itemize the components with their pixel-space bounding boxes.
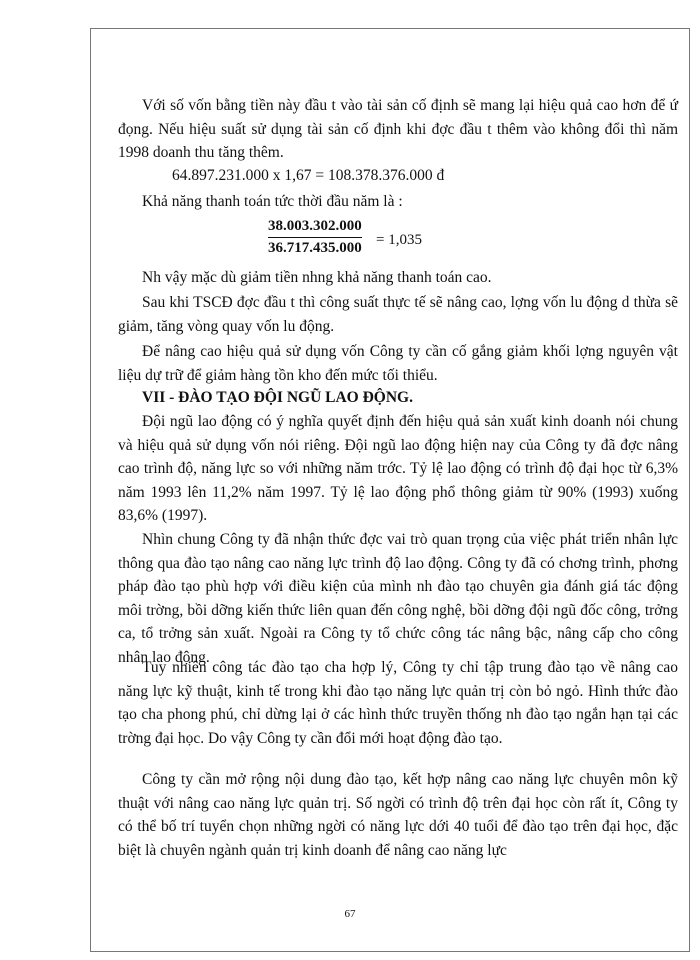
paragraph-training-limits: Tuy nhiên công tác đào tạo cha hợp lý, Công ty chỉ tập trung đào tạo về nâng cao năng lực kỹ thuật, kinh tế trong khi đào tạo năng lực quản trị còn bỏ ngỏ. Hình thức đào tạo cha phong phú, chỉ dừng lại ở các hình thức truyền thống nh đào tạo ngắn hạn tại các trờng đại học. Do vậy Công ty cần đổi mới hoạt động đào tạo. [118,659,678,747]
fraction [268,218,362,257]
fraction-denominator: 36.717.435.000 [268,240,362,256]
paragraph-expand-training: Công ty cần mở rộng nội dung đào tạo, kết hợp nâng cao năng lực chuyên môn kỹ thuật với nâng cao năng lực quản trị. Số ngời có trình độ trên đại học còn rất ít, Công ty có thể bố trí tuyển chọn những ngời có năng lực dới 40 tuổi để đào tạo trên đại học, đặc biệt là chuyên ngành quản trị kinh doanh để nâng cao năng lực [118,771,678,859]
fraction-numerator: 38.003.302.000 [268,218,362,238]
paragraph-fixed-assets: Sau khi TSCĐ đợc đầu t thì công suất thực tế sẽ nâng cao, lợng vốn lu động d thừa sẽ giảm, tăng vòng quay vốn lu động. [118,294,678,335]
paragraph-liquidity: Khả năng thanh toán tức thời đầu năm là : [142,193,403,210]
calculation-line: 64.897.231.000 x 1,67 = 108.378.376.000 đ [172,167,445,184]
fraction-result: = 1,035 [376,232,422,248]
paragraph-inventory: Để nâng cao hiệu quả sử dụng vốn Công ty cần cố gắng giảm khối lợng nguyên vật liệu dự trữ để giảm hàng tồn kho đến mức tối thiểu. [118,343,678,384]
paragraph-training-awareness: Nhìn chung Công ty đã nhận thức đợc vai trò quan trọng của việc phát triển nhân lực thông qua đào tạo nâng cao năng lực trình độ lao động. Công ty đã có chơng trình, phơng pháp đào tạo phù hợp với điều kiện của mình nh đào tạo chuyên gia đánh giá tác động môi trờng, bồi dỡng kiến thức liên quan đến công nghệ, bồi dỡng đội ngũ đốc công, trởng ca, tổ trởng sản xuất. Ngoài ra Công ty tổ chức công tác nâng bậc, nâng cấp cho công nhân lao động. [118,531,678,666]
page-number: 67 [344,908,356,920]
paragraph-conclusion: Nh vậy mặc dù giảm tiền nhng khả năng thanh toán cao. [142,269,492,286]
section-heading: VII - ĐÀO TẠO ĐỘI NGŨ LAO ĐỘNG. [142,389,413,406]
paragraph-text: Với số vốn bằng tiền này đầu t vào tài sản cố định sẽ mang lại hiệu quả cao hơn để ứ đọng. Nếu hiệu suất sử dụng tài sản cố định khi đợc đầu t thêm vào không đổi thì năm 1998 doanh thu tăng thêm. [118,97,678,161]
paragraph-investment [118,94,678,165]
paragraph-workforce: Đội ngũ lao động có ý nghĩa quyết định đến hiệu quả sản xuất kinh doanh nói chung và hiệu quả sử dụng vốn nói riêng. Đội ngũ lao động hiện nay của Công ty đã đợc nâng cao trình độ, năng lực so với những năm trớc. Tỷ lệ lao động có trình độ đại học từ 6,3% năm 1993 lên 11,2% năm 1997. Tỷ lệ lao động phổ thông giảm từ 90% (1993) xuống 83,6% (1997). [118,413,678,524]
